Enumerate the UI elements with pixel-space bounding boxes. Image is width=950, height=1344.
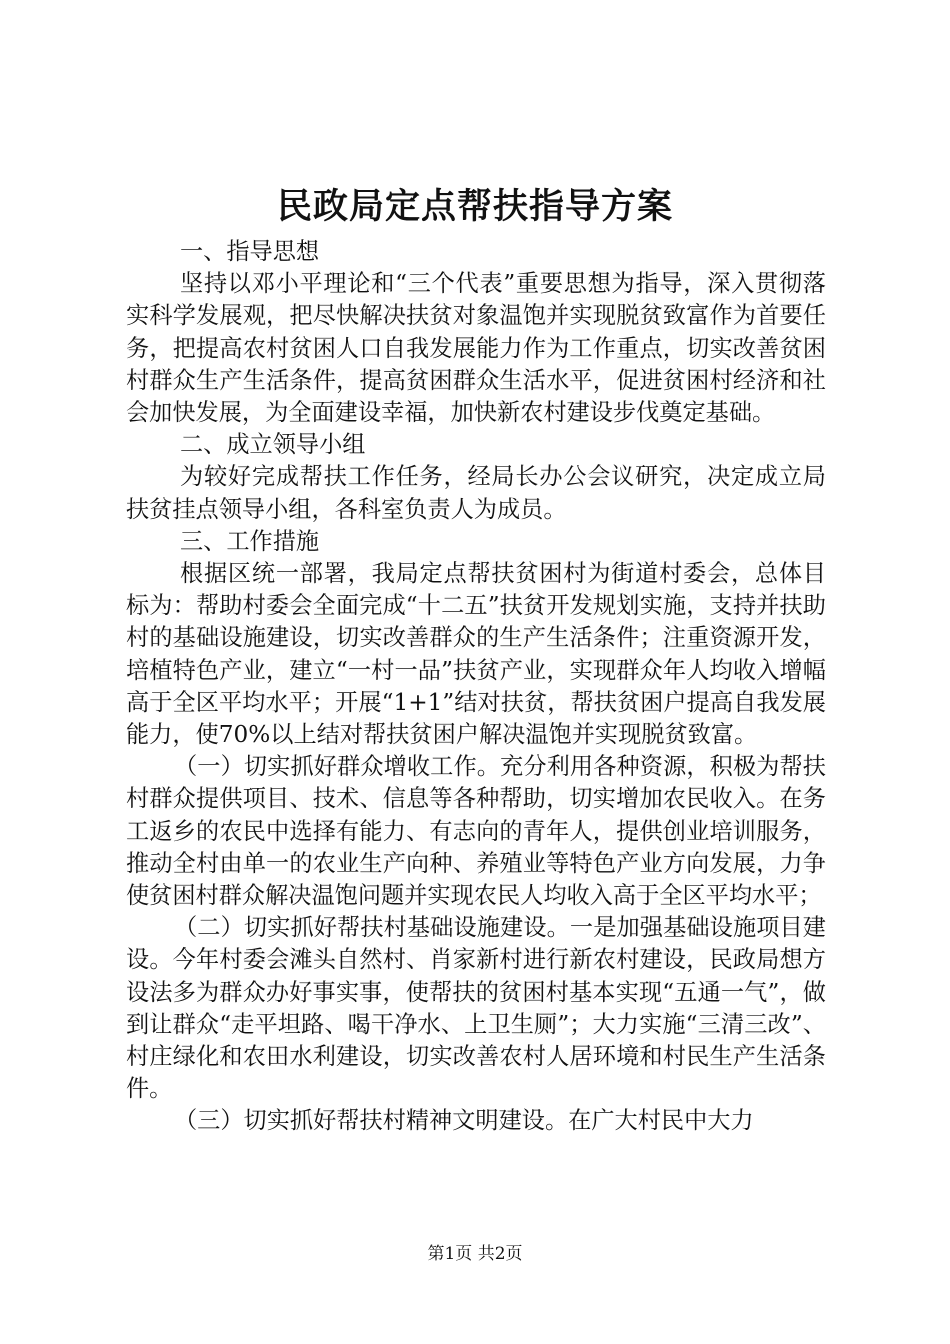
document-body [126,236,826,1138]
page-footer: 第1页 共2页 [427,1244,523,1264]
paragraph-leadership-group: 为较好完成帮扶工作任务，经局长办公会议研究，决定成立局扶贫挂点领导小组，各科室负责人为成员。 [126,463,826,523]
paragraph-guiding-thought: 坚持以邓小平理论和“三个代表”重要思想为指导，深入贯彻落实科学发展观，把尽快解决扶贫对象温饱并实现脱贫致富作为首要任务，把提高农村贫困人口自我发展能力作为工作重点，切实改善贫困村群众生产生活条件，提高贫困群众生活水平，促进贫困村经济和社会加快发展，为全面建设幸福，加快新农村建设步伐奠定基础。 [126,270,826,427]
subsection-spiritual-civilization: （三）切实抓好帮扶村精神文明建设。在广大村民中大力 [174,1107,754,1135]
section-heading-leadership-group: 二、成立领导小组 [180,431,366,459]
section-heading-work-measures: 三、工作措施 [180,527,320,555]
paragraph-work-measures: 根据区统一部署，我局定点帮扶贫困村为街道村委会，总体目标为：帮助村委会全面完成“十二五”扶贫开发规划实施，支持并扶助村的基础设施建设，切实改善群众的生产生活条件；注重资源开发，培植特色产业，建立“一村一品”扶贫产业，实现群众年人均收入增幅高于全区平均水平；开展“1+1”结对扶贫，帮扶贫困户提高自我发展能力，使70%以上结对帮扶贫困户解决温饱并实现脱贫致富。 [126,560,826,749]
document-title: 民政局定点帮扶指导方案 [276,186,673,227]
subsection-infrastructure: （二）切实抓好帮扶村基础设施建设。一是加强基础设施项目建设。今年村委会滩头自然村、肖家新村进行新农村建设，民政局想方设法多为群众办好事实事，使帮扶的贫困村基本实现“五通一气”，做到让群众“走平坦路、喝干净水、上卫生厕”；大力实施“三清三改”、村庄绿化和农田水利建设，切实改善农村人居环境和村民生产生活条件。 [126,914,826,1103]
subsection-income-increase: （一）切实抓好群众增收工作。充分利用各种资源，积极为帮扶村群众提供项目、技术、信息等各种帮助，切实增加农民收入。在务工返乡的农民中选择有能力、有志向的青年人，提供创业培训服务，推动全村由单一的农业生产向种、养殖业等特色产业方向发展，力争使贫困村群众解决温饱问题并实现农民人均收入高于全区平均水平； [126,753,826,910]
section-heading-guiding-thought: 一、指导思想 [180,238,320,265]
